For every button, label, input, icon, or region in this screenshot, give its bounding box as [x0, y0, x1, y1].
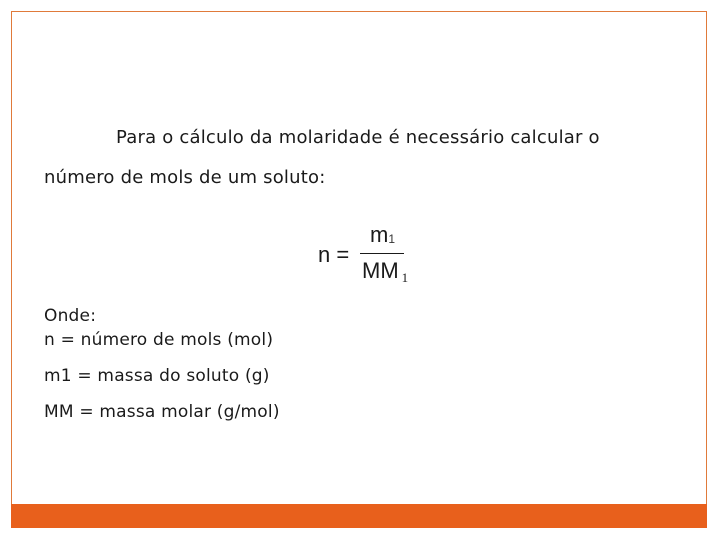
- formula-numerator-subscript: 1: [388, 232, 396, 246]
- definition-m1: m1 = massa do soluto (g): [44, 366, 270, 386]
- molarity-formula: [318, 222, 428, 292]
- intro-line-1: Para o cálculo da molaridade é necessário calcular o: [116, 127, 600, 148]
- definitions-heading: Onde:: [44, 306, 97, 326]
- footer-accent-bar: [11, 504, 707, 528]
- formula-numerator-symbol: m: [370, 222, 389, 247]
- definition-n: n = número de mols (mol): [44, 330, 274, 350]
- definitions-list: [44, 304, 280, 424]
- formula-denominator-symbol: MM: [362, 258, 399, 283]
- formula-denominator-subscript: 1: [401, 270, 409, 285]
- intro-line-2: número de mols de um soluto:: [44, 167, 326, 188]
- definition-mm: MM = massa molar (g/mol): [44, 402, 280, 422]
- formula-numerator: [370, 222, 395, 252]
- formula-denominator: [362, 258, 408, 291]
- intro-paragraph: [44, 118, 684, 198]
- fraction-line: [360, 253, 404, 254]
- formula-lhs: n =: [318, 242, 350, 267]
